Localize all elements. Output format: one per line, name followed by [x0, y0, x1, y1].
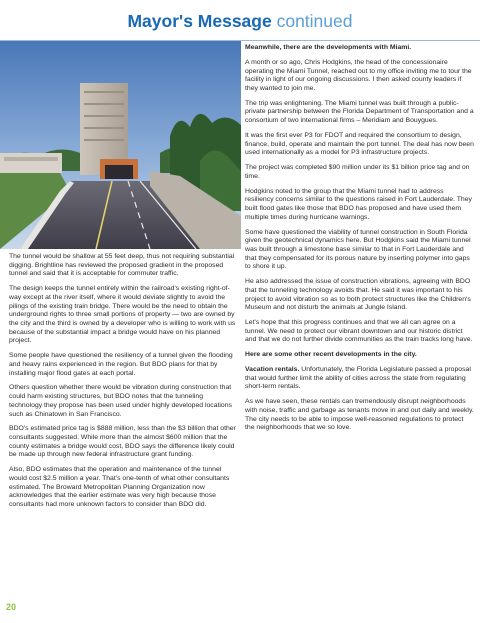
title-continued: continued: [276, 11, 353, 31]
left-paragraph: Also, BDO estimates that the operation and maintenance of the tunnel would cost $2.5 million a year. That's one-tenth of what other consultants estimated. The Broward Metropolitan Planning Organization now acknowledges that the earlier estimate was very high because those consultants had more unknown factors to consider than BDO did.: [9, 466, 230, 509]
tunnel-highway-photo-icon: [0, 41, 241, 249]
right-paragraph: The project was completed $90 million under its $1 billion price tag and on time.: [245, 164, 470, 180]
page-title: [0, 10, 480, 32]
left-paragraph: Some people have questioned the resiliency of a tunnel given the flooding and heavy rains experienced in the region. But BDO plans for that by installing major flood gates at each portal.: [9, 352, 233, 377]
title-main: Mayor's Message: [127, 11, 272, 31]
section-heading-developments: Here are some other recent developments in the city.: [245, 351, 417, 359]
section-heading-miami: Meanwhile, there are the developments with Miami.: [245, 44, 412, 51]
left-paragraph: The tunnel would be shallow at 55 feet deep, thus not requiring substantial digging. Brightline has reviewed the proposed gradient in the proposed tunnel and said that it is acceptable for commuter traffic.: [9, 253, 235, 278]
vacation-rentals-lead: Vacation rentals.: [245, 366, 300, 374]
right-paragraph: A month or so ago, Chris Hodgkins, the head of the concessionaire operating the Miami Tunnel, reached out to my office inviting me to tour the facility in light of our ongoing discussions. I then asked county leaders if they wanted to join me.: [245, 58, 472, 92]
right-paragraph: Hodgkins noted to the group that the Miami tunnel had to address resiliency concerns similar to the questions raised in Fort Lauderdale. They built flood gates like those that BDO has proposed and have used them multiple times during hurricane warnings.: [245, 187, 472, 221]
right-paragraph: Let's hope that this progress continues and that we all can agree on a tunnel. We need to protect our vibrant downtown and our historic district and that we do not further divide communities as the train tracks long have.: [245, 319, 473, 344]
right-paragraph: He also addressed the issue of construction vibrations, agreeing with BDO that the tunneling technology avoids that. He said it was important to his project to avoid vibration so as to both protect structures like the Children's Museum and not disturb the animals at Jungle Island.: [245, 278, 471, 312]
left-paragraph: BDO's estimated price tag is $888 million, less than the $3 billion that other consultants suggested. While more than the almost $600 million that the county estimates a bridge would cost, BDO says the difference likely could be made up through new federal infrastructure grant funding.: [9, 425, 236, 459]
left-column: [9, 253, 236, 516]
vacation-rentals-text: Unfortunately, the Florida Legislature passed a proposal that would further limit the ability of cities across the state from regulating short-term rentals.: [245, 366, 471, 391]
right-paragraph: It was the first ever P3 for FDOT and required the consortium to design, finance, build, operate and maintain the port tunnel. The deal has now been used internationally as a model for P3 infrastructure projects.: [245, 131, 474, 157]
page-number: 20: [6, 602, 17, 612]
right-paragraph: Some have questioned the viability of tunnel construction in South Florida given the geotechnical dynamics here. But Hodgkins said the Miami tunnel was built through a limestone base similar to that in Fort Lauderdale and that they compensated for its porous nature by inserting polymer into gaps to shore it up.: [245, 228, 471, 271]
left-paragraph: The design keeps the tunnel entirely within the railroad's existing right-of-way except at the river itself, where it would deviate slightly to avoid the pilings of the existing train bridge. There would be the need to obtain the underground rights to three small portions of property — two are owned by the city and the third is owned by a developer who is willing to work with us because of the substantial impact a bridge would have on his planned project.: [9, 285, 236, 345]
right-paragraph: The trip was enlightening. The Miami tunnel was built through a public-private partnership between the Florida Department of Transportation and a consortium of two international firms – Meridiam and Bouygues.: [245, 99, 474, 125]
right-column: [245, 44, 474, 439]
vacation-rentals-paragraph: [245, 366, 474, 392]
right-paragraph: As we have seen, these rentals can tremendously disrupt neighborhoods with noise, traffic and garbage as tenants move in and out daily and weekly. The city needs to be able to impose well-reasoned regulations to protect the neighborhoods that we so love.: [245, 398, 474, 432]
left-paragraph: Others question whether there would be vibration during construction that could harm existing structures, but BDO notes that the tunneling technology they propose has been used under highly developed locations such as Chinatown in San Francisco.: [9, 384, 232, 418]
tunnel-photo: [0, 41, 241, 249]
